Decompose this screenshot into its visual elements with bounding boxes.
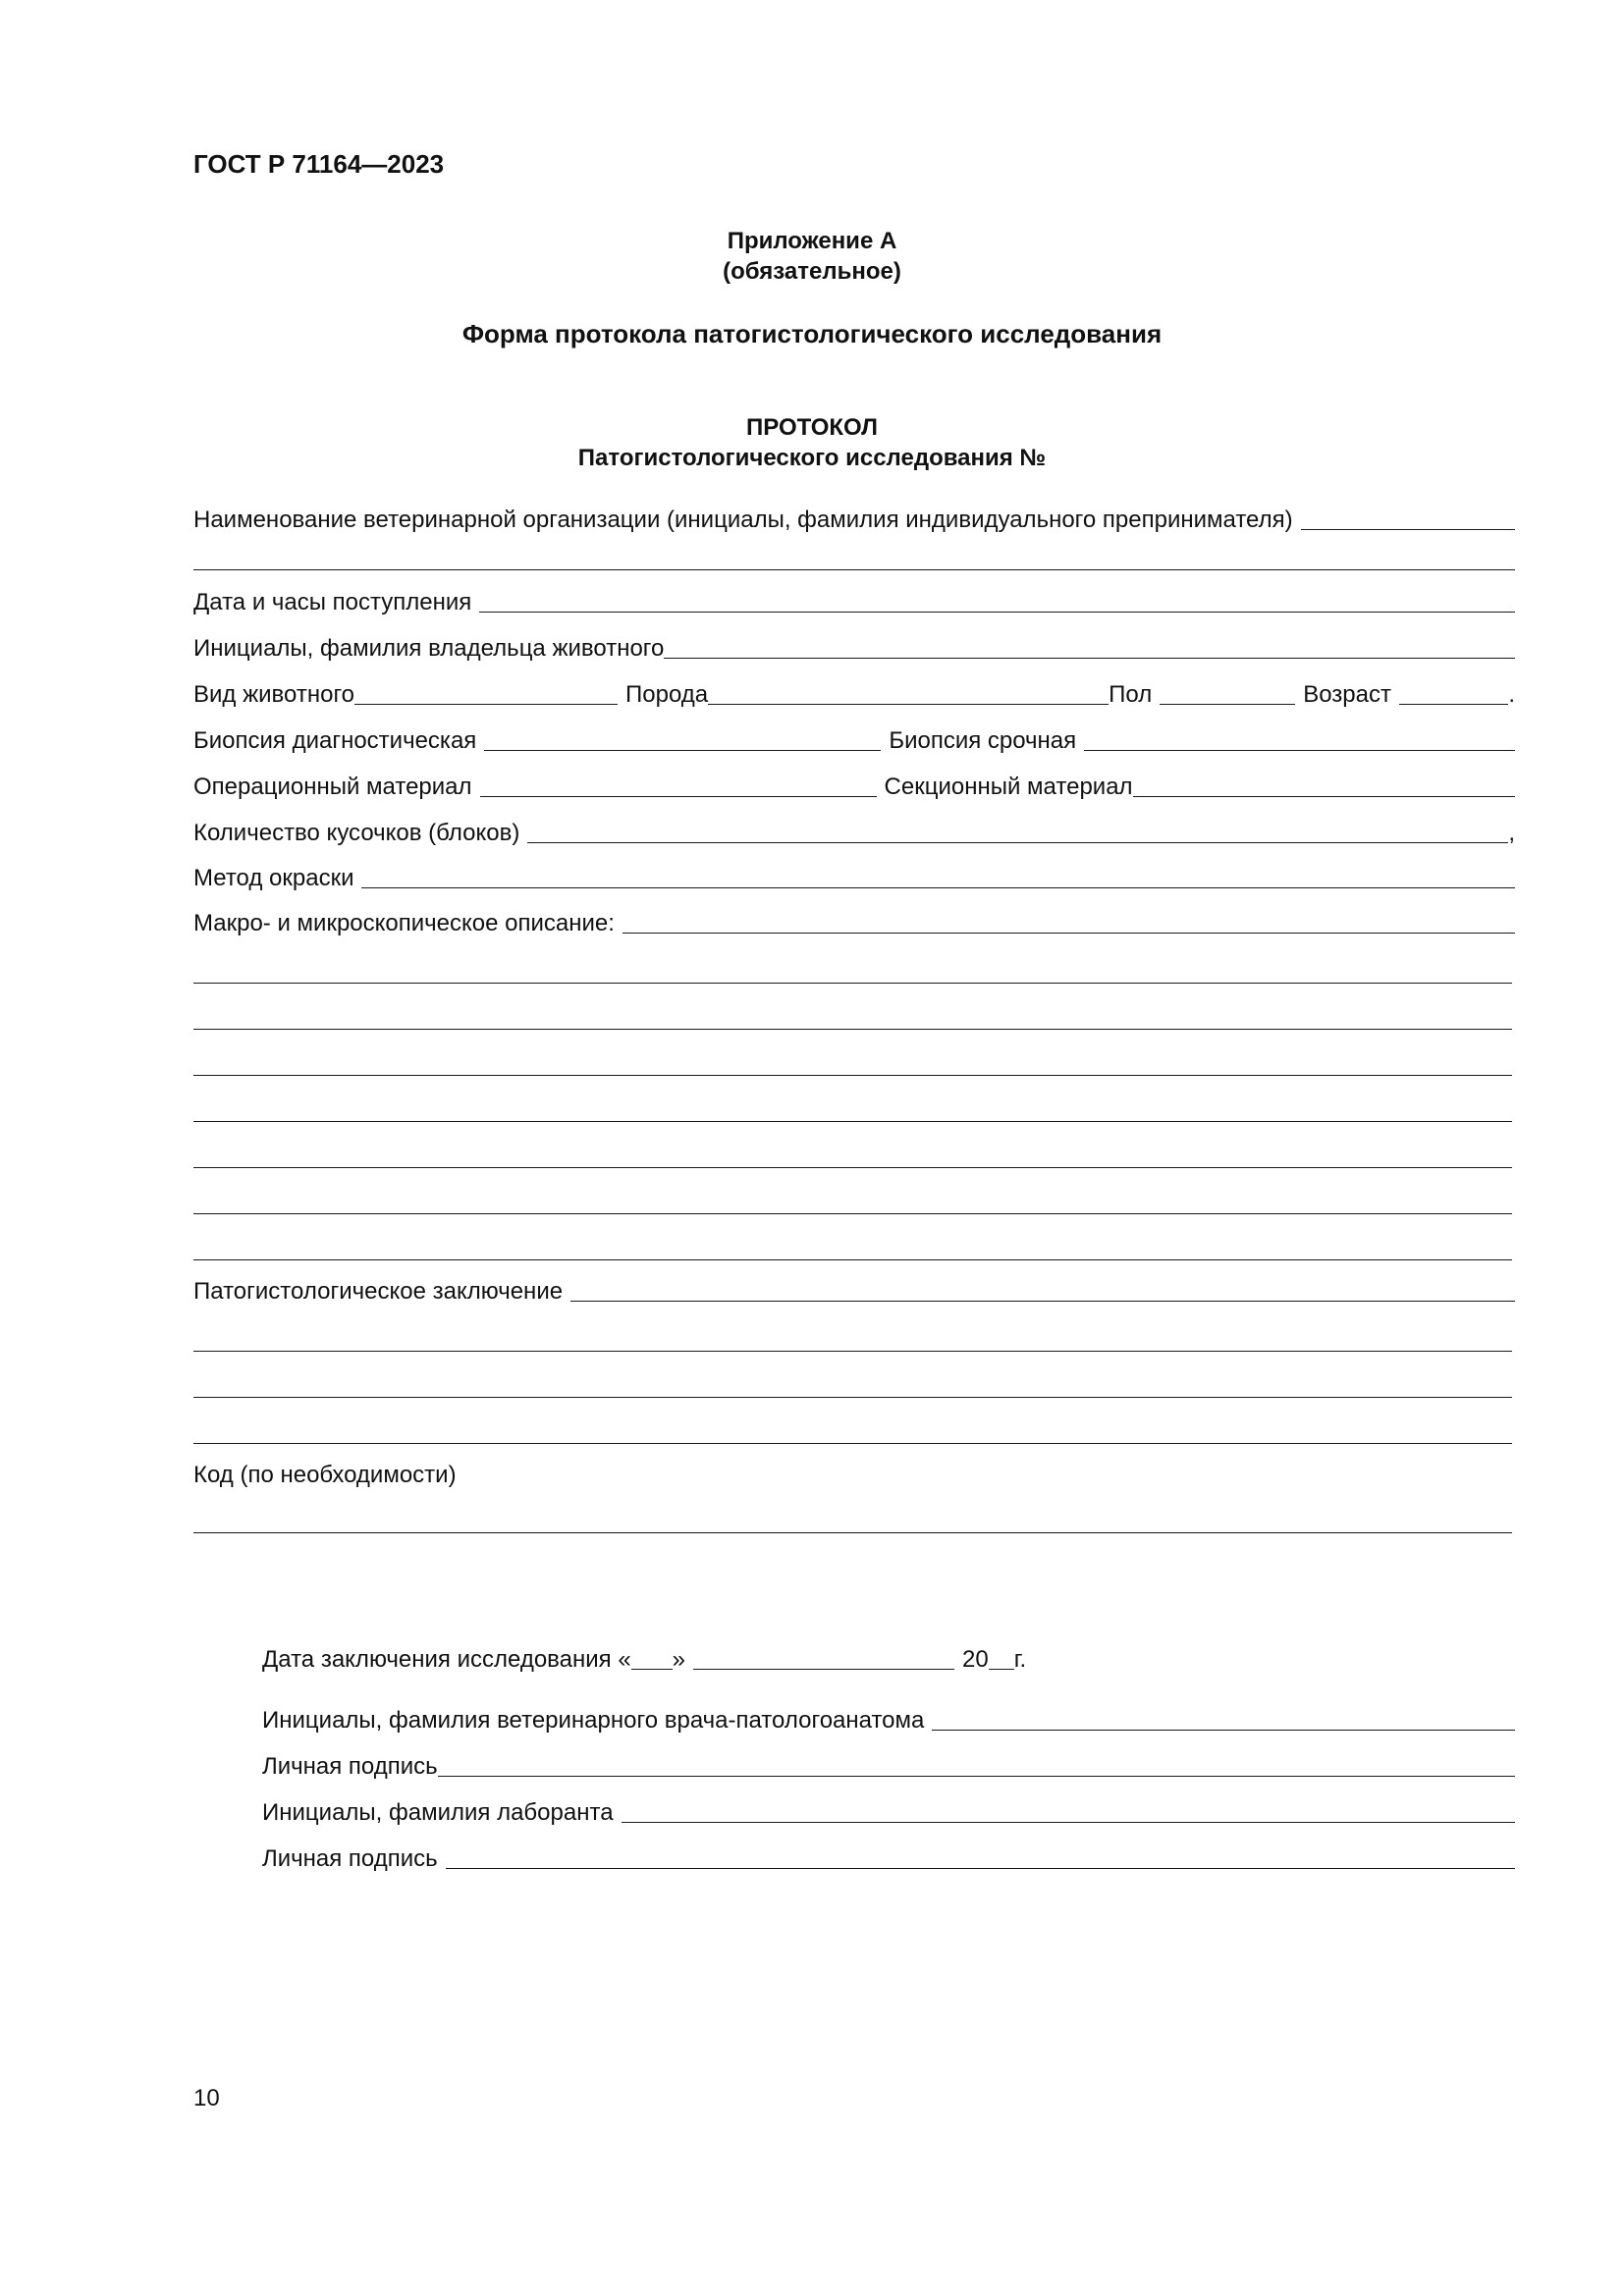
sex-label: Пол — [1109, 681, 1153, 708]
personal-signature-field[interactable] — [438, 1776, 1515, 1777]
description-line[interactable] — [193, 1121, 1512, 1122]
conclusion-row — [193, 1272, 1515, 1306]
conclusion-line[interactable] — [193, 1397, 1512, 1398]
personal-signature-label: Личная подпись — [262, 1753, 438, 1780]
form-title: Форма протокола патогистологического исследования — [461, 319, 1163, 348]
annex-status: (обязательное) — [723, 258, 901, 285]
description-field[interactable] — [623, 933, 1515, 934]
pieces-count-row — [193, 814, 1515, 847]
conclusion-date-label: Дата заключения исследования « — [262, 1646, 631, 1673]
personal-signature-label: Личная подпись — [262, 1845, 438, 1872]
section-material-label: Секционный материал — [884, 774, 1133, 800]
pieces-count-end-mark: , — [1508, 820, 1515, 846]
arrival-datetime-field[interactable] — [479, 612, 1515, 613]
pathologist-name-label: Инициалы, фамилия ветеринарного врача-патологоанатома — [262, 1707, 925, 1734]
staining-method-field[interactable] — [361, 887, 1515, 888]
arrival-datetime-row — [193, 583, 1515, 616]
description-line[interactable] — [193, 1259, 1512, 1260]
description-line[interactable] — [193, 983, 1512, 984]
signature-row-2 — [262, 1840, 1515, 1873]
description-row — [193, 904, 1515, 937]
personal-signature-field[interactable] — [446, 1868, 1515, 1869]
standard-id: ГОСТ Р 71164—2023 — [193, 149, 445, 179]
biopsy-row — [193, 721, 1515, 755]
biopsy-diagnostic-label: Биопсия диагностическая — [193, 727, 477, 754]
conclusion-date-row — [262, 1640, 1515, 1674]
biopsy-urgent-label: Биопсия срочная — [889, 727, 1077, 754]
lab-assistant-name-field[interactable] — [622, 1822, 1515, 1823]
conclusion-field[interactable] — [570, 1301, 1515, 1302]
description-line[interactable] — [193, 1075, 1512, 1076]
protocol-subtitle: Патогистологического исследования № — [577, 445, 1047, 471]
conclusion-month-field[interactable] — [693, 1669, 954, 1670]
pathologist-name-field[interactable] — [932, 1730, 1515, 1731]
staining-method-label: Метод окраски — [193, 865, 354, 891]
pieces-count-field[interactable] — [527, 842, 1508, 843]
conclusion-label: Патогистологическое заключение — [193, 1278, 564, 1305]
lab-assistant-row — [262, 1793, 1515, 1827]
surgical-material-field[interactable] — [480, 796, 877, 797]
age-label: Возраст — [1303, 681, 1391, 708]
conclusion-date-quote: » — [672, 1646, 686, 1673]
description-label: Макро- и микроскопическое описание: — [193, 910, 615, 936]
arrival-datetime-label: Дата и часы поступления — [193, 589, 472, 615]
conclusion-day-field[interactable] — [631, 1669, 673, 1670]
organization-row — [193, 501, 1515, 534]
owner-row — [193, 629, 1515, 663]
staining-row — [193, 859, 1515, 892]
owner-name-field[interactable] — [664, 658, 1515, 659]
section-material-field[interactable] — [1133, 796, 1515, 797]
biopsy-urgent-field[interactable] — [1084, 750, 1515, 751]
breed-field[interactable] — [708, 704, 1109, 705]
protocol-title: ПРОТОКОЛ — [746, 414, 878, 441]
animal-row — [193, 675, 1515, 709]
organization-field-line-2[interactable] — [193, 569, 1515, 570]
owner-name-label: Инициалы, фамилия владельца животного — [193, 635, 665, 662]
lab-assistant-name-label: Инициалы, фамилия лаборанта — [262, 1799, 614, 1826]
breed-label: Порода — [625, 681, 709, 708]
conclusion-line[interactable] — [193, 1351, 1512, 1352]
code-label: Код (по необходимости) — [193, 1462, 457, 1488]
signature-row-1 — [262, 1747, 1515, 1781]
pathologist-row — [262, 1701, 1515, 1735]
material-row — [193, 768, 1515, 801]
organization-field[interactable] — [1301, 529, 1515, 530]
page-number: 10 — [193, 2085, 220, 2111]
description-line[interactable] — [193, 1213, 1512, 1214]
biopsy-diagnostic-field[interactable] — [484, 750, 881, 751]
species-label: Вид животного — [193, 681, 355, 708]
annex-heading — [0, 226, 1624, 287]
description-line[interactable] — [193, 1029, 1512, 1030]
conclusion-year-prefix: 20 — [962, 1646, 989, 1673]
annex-title: Приложение А — [727, 228, 897, 254]
protocol-heading — [0, 412, 1624, 473]
code-field[interactable] — [193, 1532, 1512, 1533]
pieces-count-label: Количество кусочков (блоков) — [193, 820, 520, 846]
species-field[interactable] — [354, 704, 618, 705]
code-row — [193, 1456, 1515, 1489]
description-line[interactable] — [193, 1167, 1512, 1168]
conclusion-year-field[interactable] — [989, 1669, 1014, 1670]
surgical-material-label: Операционный материал — [193, 774, 472, 800]
conclusion-line[interactable] — [193, 1443, 1512, 1444]
conclusion-year-suffix: г. — [1013, 1646, 1027, 1673]
organization-label: Наименование ветеринарной организации (инициалы, фамилия индивидуального препринимателя) — [193, 507, 1293, 533]
age-end-mark: . — [1508, 681, 1515, 708]
age-field[interactable] — [1399, 704, 1508, 705]
sex-field[interactable] — [1160, 704, 1295, 705]
